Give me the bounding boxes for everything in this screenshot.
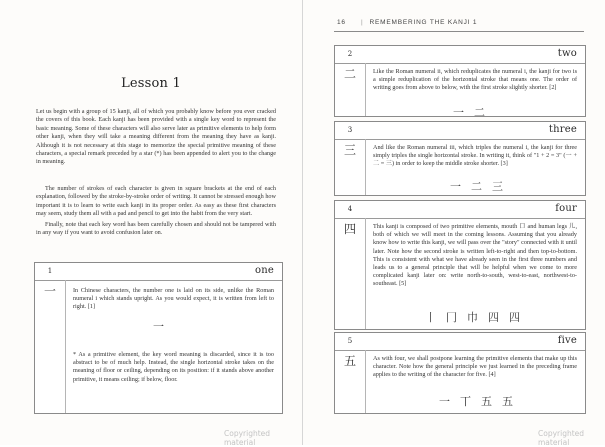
frame-divider [365, 63, 366, 116]
frame-number: 3 [347, 126, 353, 134]
frame-keyword: three [548, 124, 577, 135]
frame-divider [365, 218, 366, 329]
primitive-note: * As a primitive element, the key word meaning is discarded, since it is too abstract to be of much help. Instead, the single horizontal stroke takes on the meaning of floor or ceiling, depending on its position: if it stands above another primitive, it means ceiling; if below, floor. [73, 351, 274, 383]
stroke-step: 一 [153, 320, 164, 333]
frame-explanation: This kanji is composed of two primitive elements, mouth 口 and human legs 儿, both of which we will meet in the coming lessons. Assuming that you already know how to write this kanji, we will pass over the "story" connected with it until later. Note how the second stroke is written left-to-right and then top-to-bottom. This is consistent with what we have already seen in the first three numbers and leads us to a general principle that will be helpful when we come to more complicated kanji later on: write north-to-south, west-to-east, northwest-to-southeast. [5] [373, 223, 577, 288]
frame-keyword: four [555, 203, 577, 214]
frame-header [335, 46, 585, 64]
frame-keyword: two [557, 48, 577, 59]
frame-number: 4 [347, 205, 353, 213]
frame-explanation: And like the Roman numeral iii, which triples the numeral i, the kanji for three simply triples the single horizontal stroke. In writing it, think of "1 + 2 = 3" (一 + 二 = 三) in order to keep the middle stroke shorter. [3] [373, 144, 577, 168]
frame-divider [365, 139, 366, 195]
stroke-step: 冂 [446, 311, 457, 324]
lesson-title: Lesson 1 [121, 76, 181, 91]
frame-number: 5 [347, 337, 353, 345]
frame-number: 2 [347, 50, 353, 58]
frame-kanji: 四 [343, 222, 356, 236]
stroke-step: 二 [471, 180, 482, 193]
frame-header [335, 201, 585, 219]
kanji-frame-4 [334, 200, 586, 330]
frame-divider [65, 280, 66, 413]
frame-number: 1 [47, 267, 53, 275]
frame-explanation: In Chinese characters, the number one is laid on its side, unlike the Roman numeral i which stands upright. As you would expect, it is written from left to right. [1] [73, 287, 274, 311]
stroke-step: 丨 [425, 311, 436, 324]
stroke-step: 五 [502, 395, 513, 408]
frame-divider [365, 350, 366, 413]
running-head-title: REMEMBERING THE KANJI 1 [369, 19, 478, 26]
running-head [337, 19, 477, 26]
running-head-rule [334, 31, 584, 32]
stroke-step: 三 [492, 180, 503, 193]
copyright-watermark: Copyrighted material [538, 429, 585, 447]
frame-explanation: Like the Roman numeral ii, which reduplicates the numeral i, the kanji for two is a simple reduplication of the horizontal stroke that means one. The order of writing goes from above to below, with the first stroke slightly shorter. [2] [373, 68, 577, 92]
frame-kanji: 三 [343, 143, 356, 157]
frame-kanji: 一 [43, 284, 56, 298]
stroke-step: 二 [474, 106, 485, 119]
intro-paragraph-2: The number of strokes of each character is given in square brackets at the end of each explanation, followed by the stroke-by-stroke order of writing. It cannot be stressed enough how important it is to learn to write each kanji in its proper order. As easy as these first characters may seem, study them all with a pad and pencil to get into the habit from the very start. [36, 185, 276, 218]
stroke-order [453, 104, 485, 120]
stroke-order [450, 178, 503, 194]
stroke-step: 丅 [460, 395, 471, 408]
stroke-step: 一 [453, 106, 464, 119]
stroke-order [425, 309, 520, 325]
frame-kanji: 五 [343, 354, 356, 368]
stroke-step: 四 [509, 311, 520, 324]
left-page [0, 0, 302, 445]
stroke-step: 一 [450, 180, 461, 193]
stroke-order [153, 318, 164, 334]
stroke-step: 四 [488, 311, 499, 324]
frame-explanation: As with four, we shall postpone learning the primitive elements that make up this character. Note how the general principle we just learned in the preceding frame applies to the writing of the character for five. [4] [373, 355, 577, 379]
frame-keyword: five [557, 335, 577, 346]
intro-paragraph-1: Let us begin with a group of 15 kanji, all of which you probably know before you ever cracked the covers of this book. Each kanji has been provided with a single key word to represent the basic meaning. Some of these characters will also serve later as primitive elements to help form other kanji, when they will take a meaning different from the meaning they have as kanji. Although it is not necessary at this stage to memorize the special primitive meaning of these characters, a special remark preceded by a star (*) has been appended to alert you to the change in meaning. [36, 108, 276, 166]
kanji-frame-3 [334, 121, 586, 196]
kanji-frame-5 [334, 332, 586, 414]
frame-keyword: one [255, 265, 274, 276]
running-head-separator: | [361, 19, 364, 26]
stroke-step: 一 [439, 395, 450, 408]
stroke-step: 五 [481, 395, 492, 408]
frame-kanji: 二 [343, 67, 356, 81]
frame-header [35, 263, 282, 281]
stroke-order [439, 393, 513, 409]
frame-header [335, 333, 585, 351]
intro-paragraph-3: Finally, note that each key word has been carefully chosen and should not be tampered with in any way if you want to avoid confusion later on. [36, 221, 276, 237]
right-page [303, 0, 605, 445]
page-number: 16 [337, 19, 346, 26]
kanji-frame-1 [34, 262, 283, 414]
frame-header [335, 122, 585, 140]
kanji-frame-2 [334, 45, 586, 117]
copyright-watermark: Copyrighted material [224, 429, 271, 447]
stroke-step: 巾 [467, 311, 478, 324]
